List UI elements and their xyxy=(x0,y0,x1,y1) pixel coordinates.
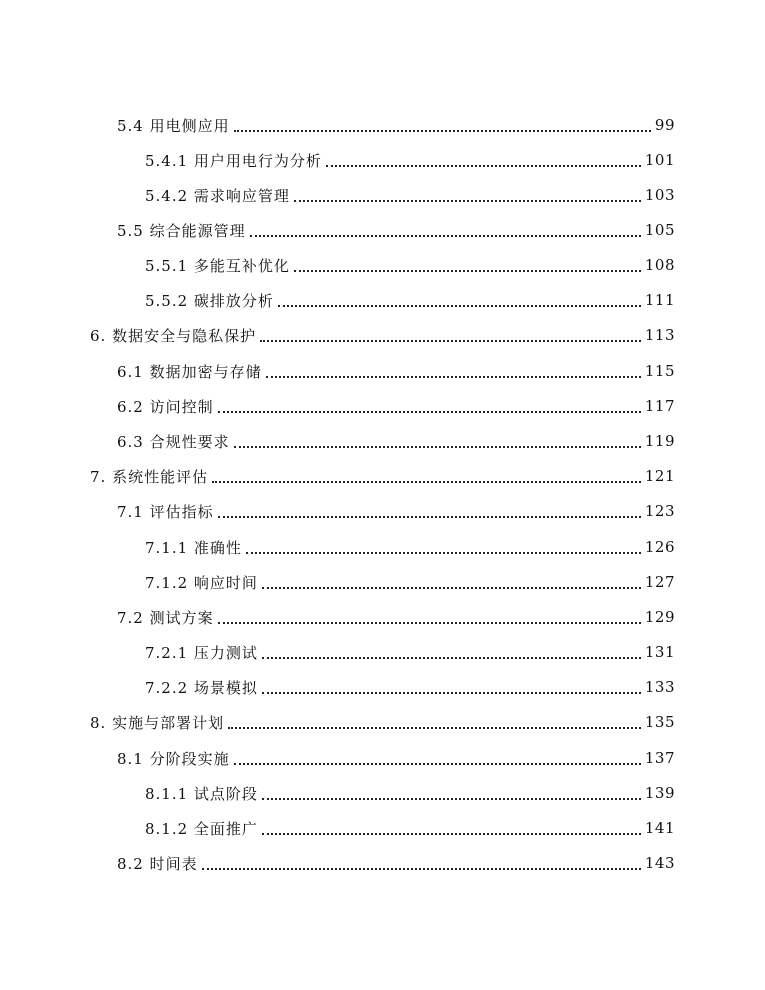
dot-leader xyxy=(266,376,641,378)
dot-leader xyxy=(262,798,641,800)
toc-entry[interactable] xyxy=(145,253,675,277)
toc-entry-title: 5.5.2 碳排放分析 xyxy=(145,291,274,310)
toc-entry[interactable] xyxy=(145,535,675,559)
toc-entry-title: 7.1.1 准确性 xyxy=(145,538,242,557)
toc-page-number: 113 xyxy=(644,326,675,344)
toc-entry-title: 7.2 测试方案 xyxy=(117,608,214,627)
toc-entry[interactable] xyxy=(117,499,675,523)
dot-leader xyxy=(294,270,641,272)
toc-entry-title: 7.1 评估指标 xyxy=(117,502,214,521)
toc-entry-title: 6.2 访问控制 xyxy=(117,397,214,416)
toc-entry[interactable] xyxy=(117,218,675,242)
toc-page-number: 143 xyxy=(644,854,675,872)
toc-entry[interactable] xyxy=(145,148,675,172)
toc-page-number: 139 xyxy=(644,784,675,802)
toc-entry-title: 5.4.1 用户用电行为分析 xyxy=(145,151,322,170)
toc-page-number: 121 xyxy=(644,467,675,485)
dot-leader xyxy=(262,587,641,589)
toc-page-number: 99 xyxy=(654,116,675,134)
toc-entry-title: 7.1.2 响应时间 xyxy=(145,573,258,592)
dot-leader xyxy=(262,692,641,694)
toc-entry[interactable] xyxy=(117,359,675,383)
toc-entry-title: 8.1 分阶段实施 xyxy=(117,749,230,768)
toc-entry[interactable] xyxy=(145,816,675,840)
toc-page-number: 123 xyxy=(644,502,675,520)
dot-leader xyxy=(262,657,641,659)
toc-entry[interactable] xyxy=(145,183,675,207)
toc-page-number: 119 xyxy=(644,432,675,450)
dot-leader xyxy=(202,868,641,870)
toc-entry-title: 5.5.1 多能互补优化 xyxy=(145,256,290,275)
toc-entry-title: 5.4 用电侧应用 xyxy=(117,116,230,135)
toc-entry[interactable] xyxy=(117,746,675,770)
dot-leader xyxy=(326,165,641,167)
toc-entry-title: 6.1 数据加密与存储 xyxy=(117,362,262,381)
toc-entry-title: 8.1.1 试点阶段 xyxy=(145,784,258,803)
toc-page-number: 111 xyxy=(644,291,675,309)
toc-page-number: 126 xyxy=(644,538,675,556)
toc-entry-title: 7. 系统性能评估 xyxy=(90,467,209,486)
toc-entry[interactable] xyxy=(117,851,675,875)
toc-entry-title: 8.2 时间表 xyxy=(117,854,198,873)
toc-entry-title: 8. 实施与部署计划 xyxy=(90,713,225,732)
dot-leader xyxy=(234,446,641,448)
toc-entry[interactable] xyxy=(117,605,675,629)
dot-leader xyxy=(228,727,641,729)
toc-entry[interactable] xyxy=(145,675,675,699)
toc-page-number: 127 xyxy=(644,573,675,591)
toc-entry[interactable] xyxy=(117,113,675,137)
toc-page-number: 135 xyxy=(644,713,675,731)
toc-entry-title: 6.3 合规性要求 xyxy=(117,432,230,451)
toc-entry-title: 8.1.2 全面推广 xyxy=(145,819,258,838)
toc-page-number: 105 xyxy=(644,221,675,239)
dot-leader xyxy=(212,481,641,483)
dot-leader xyxy=(234,763,641,765)
toc-entry-title: 7.2.1 压力测试 xyxy=(145,643,258,662)
dot-leader xyxy=(246,552,641,554)
toc-entry[interactable] xyxy=(90,710,675,734)
toc-page-number: 131 xyxy=(644,643,675,661)
toc-page-number: 115 xyxy=(644,362,675,380)
toc-entry-title: 5.4.2 需求响应管理 xyxy=(145,186,290,205)
dot-leader xyxy=(218,622,641,624)
toc-entry[interactable] xyxy=(90,323,675,347)
dot-leader xyxy=(262,833,641,835)
dot-leader xyxy=(234,130,651,132)
dot-leader xyxy=(218,411,641,413)
toc-entry-title: 5.5 综合能源管理 xyxy=(117,221,246,240)
dot-leader xyxy=(278,305,641,307)
toc-entry[interactable] xyxy=(117,394,675,418)
dot-leader xyxy=(250,235,641,237)
toc-entry[interactable] xyxy=(145,781,675,805)
toc-page-number: 103 xyxy=(644,186,675,204)
toc-entry[interactable] xyxy=(90,464,675,488)
dot-leader xyxy=(260,340,641,342)
toc-entry[interactable] xyxy=(145,640,675,664)
toc-page-number: 117 xyxy=(644,397,675,415)
toc-entry[interactable] xyxy=(145,288,675,312)
dot-leader xyxy=(218,516,641,518)
toc-page-number: 108 xyxy=(644,256,675,274)
dot-leader xyxy=(294,200,641,202)
toc-page-number: 137 xyxy=(644,749,675,767)
toc-entry[interactable] xyxy=(145,570,675,594)
toc-page-number: 141 xyxy=(644,819,675,837)
toc-entry-title: 7.2.2 场景模拟 xyxy=(145,678,258,697)
toc-page-number: 133 xyxy=(644,678,675,696)
toc-entry-title: 6. 数据安全与隐私保护 xyxy=(90,326,257,345)
toc-page-number: 101 xyxy=(644,151,675,169)
toc-entry[interactable] xyxy=(117,429,675,453)
toc-page-number: 129 xyxy=(644,608,675,626)
